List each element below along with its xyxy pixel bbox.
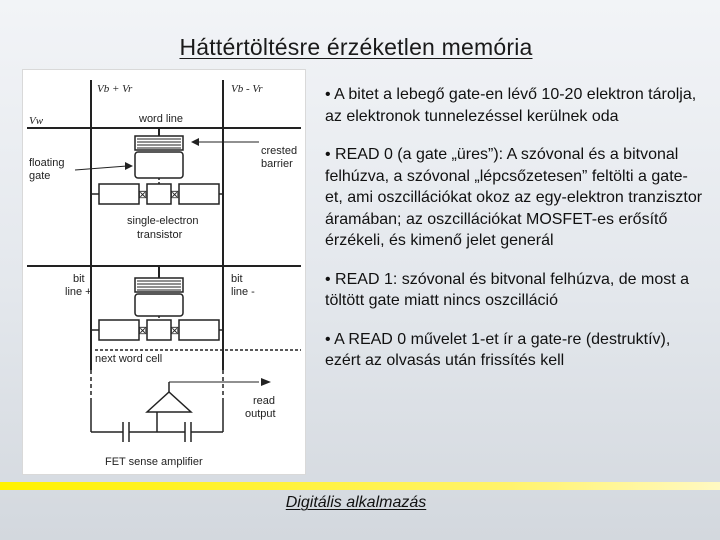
bullet-item: • A READ 0 művelet 1-et ír a gate-re (destruktív), ezért az olvasás után frissítés kell — [325, 330, 671, 369]
label-line-minus: line - — [231, 286, 255, 298]
memory-cell-figure — [23, 70, 305, 474]
svg-text:⊠: ⊠ — [170, 325, 180, 337]
svg-text:⊠: ⊠ — [138, 325, 148, 337]
label-output: output — [245, 408, 276, 420]
label-transistor: transistor — [137, 229, 183, 241]
label-next-word-cell: next word cell — [95, 353, 163, 365]
memory-cell-diagram — [23, 70, 305, 474]
slide-title: Háttértöltésre érzéketlen memória — [179, 34, 533, 60]
label-fet-sense-amplifier: FET sense amplifier — [105, 456, 203, 468]
label-floating: floating — [29, 157, 65, 169]
label-bit-minus: bit — [231, 273, 243, 285]
label-crested: crested — [261, 145, 298, 157]
label-vw: Vw — [29, 115, 44, 127]
svg-text:⊠: ⊠ — [170, 189, 180, 201]
bullet-item: • A bitet a lebegő gate-en lévő 10-20 elektron tárolja, az elektronok tunnelezéssel kerülnek oda — [325, 86, 697, 125]
label-read: read — [253, 395, 276, 407]
bullet-item: • READ 0 (a gate „üres”): A szóvonal és a bitvonal felhúzva, a szóvonal „lépcsőzetesen” feltölti a gate-et, ami oszcillációkat okoz az egy-elektron tranzisztor áramában; az oszcillációkat MOSFET-es erősítő érzékeli, és kimenő jelet generál — [325, 146, 703, 249]
label-gate: gate — [29, 170, 51, 182]
svg-text:⊠: ⊠ — [138, 189, 148, 201]
label-bit-plus: bit — [73, 273, 85, 285]
label-line-plus: line + — [65, 286, 92, 298]
footer-accent-bar — [0, 482, 720, 490]
label-single-electron: single-electron — [127, 215, 199, 227]
bullet-list — [325, 84, 703, 389]
label-vb-plus: Vb + Vr — [97, 83, 133, 95]
bullet-item: • READ 1: szóvonal és bitvonal felhúzva, de most a töltött gate miatt nincs oszcilláció — [325, 270, 690, 309]
label-word-line: word line — [139, 113, 184, 125]
label-barrier-text: barrier — [261, 158, 293, 170]
slide-footer: Digitális alkalmazás — [285, 494, 427, 511]
label-vb-minus: Vb - Vr — [231, 83, 263, 95]
